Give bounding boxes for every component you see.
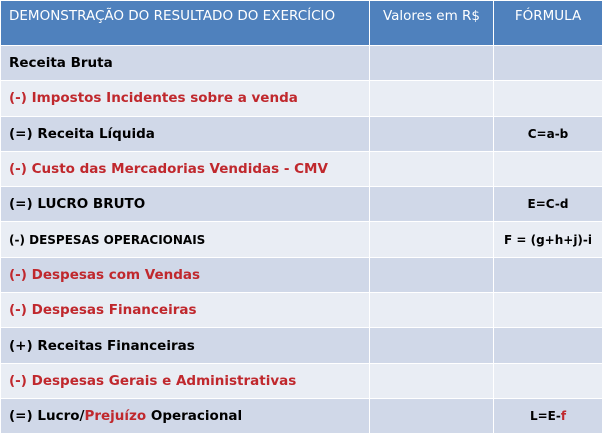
row-label: (-) Despesas com Vendas	[1, 257, 370, 292]
row-label: (-) Despesas Gerais e Administrativas	[1, 363, 370, 398]
table-row	[1, 222, 602, 257]
table-row	[1, 116, 602, 151]
row-label: (-) DESPESAS OPERACIONAIS	[1, 222, 370, 257]
table-row	[1, 81, 602, 116]
row-label: (-) Despesas Financeiras	[1, 293, 370, 328]
row-label-part: (=) Lucro/	[9, 408, 85, 425]
table-header-row	[1, 1, 602, 46]
row-value	[370, 328, 494, 363]
row-label: (-) Impostos Incidentes sobre a venda	[1, 81, 370, 116]
row-label	[1, 398, 370, 433]
row-label: (+) Receitas Financeiras	[1, 328, 370, 363]
row-value	[370, 222, 494, 257]
row-label: (=) LUCRO BRUTO	[1, 187, 370, 222]
row-value	[370, 398, 494, 433]
table-row	[1, 398, 602, 433]
row-value	[370, 187, 494, 222]
header-formula: FÓRMULA	[494, 1, 602, 46]
row-value	[370, 46, 494, 81]
row-formula	[494, 398, 602, 433]
table-row	[1, 363, 602, 398]
row-value	[370, 363, 494, 398]
row-formula	[494, 293, 602, 328]
row-value	[370, 81, 494, 116]
row-formula: C=a-b	[494, 116, 602, 151]
row-label: Receita Bruta	[1, 46, 370, 81]
row-label: (-) Custo das Mercadorias Vendidas - CMV	[1, 151, 370, 186]
row-formula	[494, 363, 602, 398]
row-value	[370, 116, 494, 151]
table-row	[1, 293, 602, 328]
header-description: DEMONSTRAÇÃO DO RESULTADO DO EXERCÍCIO	[1, 1, 370, 46]
header-values: Valores em R$	[370, 1, 494, 46]
row-formula	[494, 257, 602, 292]
row-value	[370, 151, 494, 186]
table-row	[1, 151, 602, 186]
row-formula	[494, 328, 602, 363]
row-formula	[494, 81, 602, 116]
row-label-part-highlight: Prejuízo	[84, 408, 147, 425]
row-formula-part: L=E-	[529, 409, 561, 424]
row-formula	[494, 151, 602, 186]
table-row	[1, 187, 602, 222]
row-formula	[494, 46, 602, 81]
table-row	[1, 328, 602, 363]
row-value	[370, 257, 494, 292]
row-label: (=) Receita Líquida	[1, 116, 370, 151]
row-formula: E=C-d	[494, 187, 602, 222]
row-formula-part-highlight: f	[560, 409, 567, 424]
table-row	[1, 46, 602, 81]
row-formula: F = (g+h+j)-i	[494, 222, 602, 257]
row-label-part: Operacional	[146, 408, 243, 425]
table-row	[1, 257, 602, 292]
row-value	[370, 293, 494, 328]
